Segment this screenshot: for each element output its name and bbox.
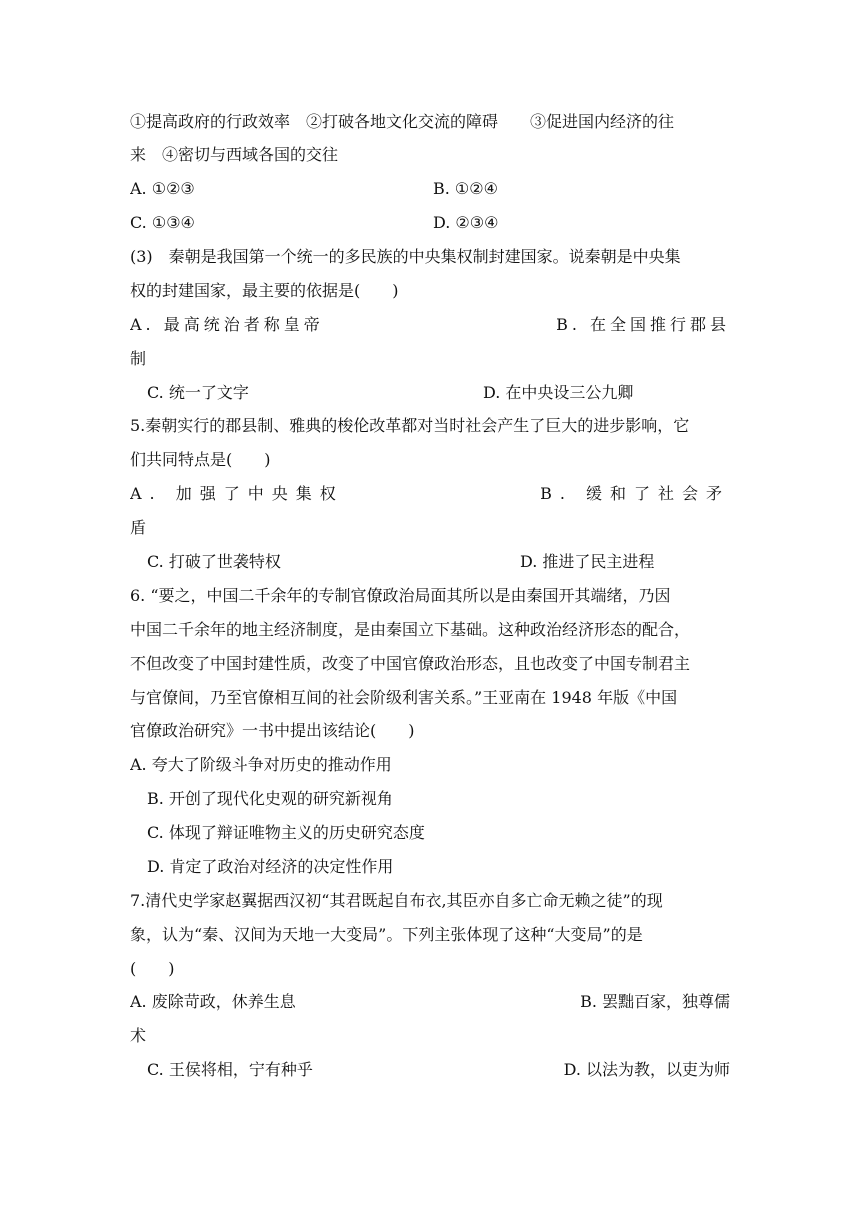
q6-option-c: C. 体现了辩证唯物主义的历史研究态度	[147, 823, 425, 842]
q5-options-row-1	[130, 482, 730, 506]
q3-stem-text-1: (3) 秦朝是我国第一个统一的多民族的中央集权制封建国家。说秦朝是中央集	[130, 247, 681, 266]
q3-options-row-1	[130, 313, 730, 337]
q-prev-statement-line-1	[130, 110, 730, 134]
q6-option-b: B. 开创了现代化史观的研究新视角	[147, 789, 393, 808]
q5-stem-line-2	[130, 448, 730, 472]
q5-options-row-2	[130, 550, 730, 574]
q5-option-b-continuation: 盾	[130, 518, 147, 537]
q7-option-c: C. 王侯将相，宁有种乎	[147, 1060, 313, 1079]
q3-option-b-continuation: 制	[130, 349, 147, 368]
q7-options-row-1	[130, 990, 730, 1014]
q6-option-c-line	[130, 821, 730, 845]
q7-option-a: A. 废除苛政，休养生息	[130, 992, 296, 1011]
q-prev-option-c: C. ①③④	[130, 213, 195, 232]
q7-stem-text-1: 7.清代史学家赵翼据西汉初“其君既起自布衣,其臣亦自多亡命无赖之徒”的现	[130, 891, 663, 910]
q5-option-b: B. 缓和了社会矛	[540, 484, 730, 503]
q6-stem-line-2	[130, 618, 730, 642]
q3-stem-line-2	[130, 279, 730, 303]
q6-stem-text-3: 不但改变了中国封建性质，改变了中国官僚政治形态，且也改变了中国专制君主	[130, 654, 691, 673]
q-prev-option-a: A. ①②③	[130, 179, 195, 198]
q6-stem-text-5: 官僚政治研究》一书中提出该结论( )	[130, 721, 415, 740]
q-prev-options-row-2	[130, 211, 730, 235]
q3-stem-line-1	[130, 245, 730, 269]
q-prev-statement-line-2	[130, 143, 730, 167]
q7-option-b-continuation: 术	[130, 1026, 147, 1045]
q-prev-option-b: B. ①②④	[433, 179, 498, 198]
q7-stem-line-1	[130, 889, 730, 913]
q7-stem-text-2: 象，认为“秦、汉间为天地一大变局”。下列主张体现了这种“大变局”的是	[130, 925, 643, 944]
q7-options-row-2	[130, 1058, 730, 1082]
q5-option-c: C. 打破了世袭特权	[147, 552, 281, 571]
q5-stem-text-1: 5.秦朝实行的郡县制、雅典的梭伦改革都对当时社会产生了巨大的进步影响，它	[130, 416, 690, 435]
q3-option-d: D. 在中央设三公九卿	[483, 383, 634, 402]
q6-stem-line-3	[130, 652, 730, 676]
q3-option-b-wrap	[130, 347, 730, 371]
q5-option-b-wrap	[130, 516, 730, 540]
q7-option-b: B. 罢黜百家，独尊儒	[580, 992, 730, 1011]
q7-stem-line-2	[130, 923, 730, 947]
q5-option-d: D. 推进了民主进程	[520, 552, 655, 571]
q6-stem-text-1: 6. “要之，中国二千余年的专制官僚政治局面其所以是由秦国开其端绪，乃因	[130, 586, 671, 605]
q6-stem-text-2: 中国二千余年的地主经济制度，是由秦国立下基础。这种政治经济形态的配合，	[130, 620, 691, 639]
q6-option-d: D. 肯定了政治对经济的决定性作用	[147, 857, 394, 876]
q7-stem-text-3: ( )	[130, 959, 175, 978]
q-prev-statement-text-2: 来 ④密切与西域各国的交往	[130, 145, 339, 164]
q-prev-option-d: D. ②③④	[433, 213, 499, 232]
q5-option-a: A. 加强了中央集权	[130, 484, 344, 503]
q6-option-b-line	[130, 787, 730, 811]
q6-stem-line-1	[130, 584, 730, 608]
q3-stem-text-2: 权的封建国家，最主要的依据是( )	[130, 281, 399, 300]
q6-option-a-line	[130, 753, 730, 777]
q3-option-c: C. 统一了文字	[147, 383, 249, 402]
q7-stem-line-3	[130, 957, 730, 981]
document-page	[130, 0, 730, 1216]
q-prev-options-row-1	[130, 177, 730, 201]
q3-option-a: A. 最高统治者称皇帝	[130, 315, 324, 334]
q6-stem-line-5	[130, 719, 730, 743]
q7-option-d: D. 以法为教，以吏为师	[563, 1060, 730, 1079]
q5-stem-line-1	[130, 414, 730, 438]
q7-option-b-wrap	[130, 1024, 730, 1048]
q3-options-row-2	[130, 381, 730, 405]
q5-stem-text-2: 们共同特点是( )	[130, 450, 271, 469]
q6-option-d-line	[130, 855, 730, 879]
q6-option-a: A. 夸大了阶级斗争对历史的推动作用	[130, 755, 392, 774]
q6-stem-line-4	[130, 686, 730, 710]
q-prev-statement-text-1: ①提高政府的行政效率 ②打破各地文化交流的障碍 ③促进国内经济的往	[130, 112, 675, 131]
q6-stem-text-4: 与官僚间，乃至官僚相互间的社会阶级利害关系。”王亚南在 1948 年版《中国	[130, 688, 678, 707]
q3-option-b: B. 在全国推行郡县	[556, 315, 730, 334]
